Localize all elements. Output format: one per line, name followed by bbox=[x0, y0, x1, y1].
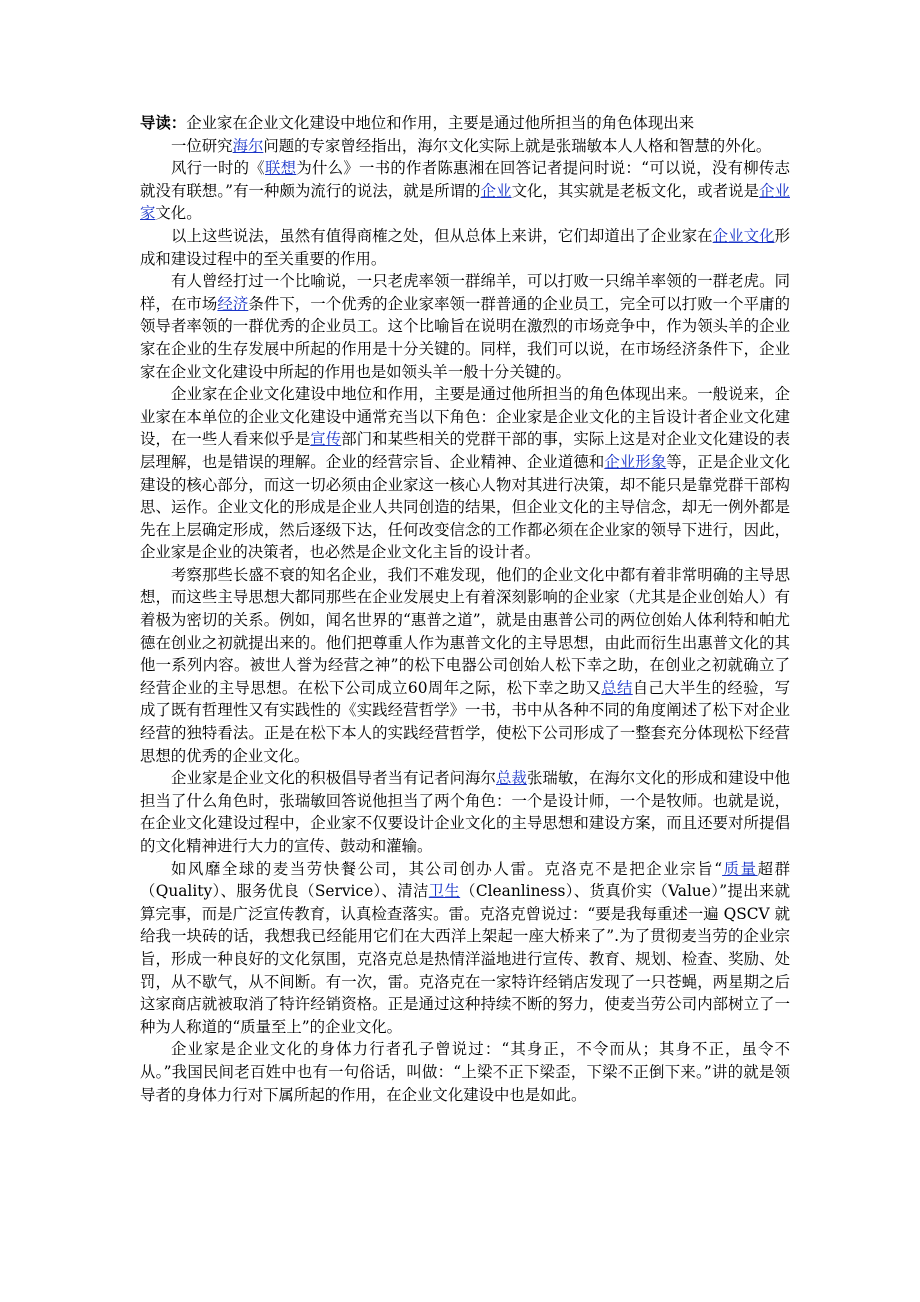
paragraph-text: 考察那些长盛不衰的知名企业，我们不难发现，他们的企业文化中都有着非常明确的主导思想，而这些主导思想大都同那些在企业发展史上有着深刻影响的企业家（尤其是企业创始人）有着极为密切的关系。例如，闻名世界的“惠普之道”，就是由惠普公司的两位创始人体利特和帕尤德在创业之初就提出来的。他们把尊重人作为惠普文化的主导思想，由此而衍生出惠普文化的其他一系列内容。被世人誉为经营之神”的松下电器公司创始人松下幸之助，在创业之初就确立了经营企业的主导思想。在松下公司成立60周年之际，松下幸之助又 bbox=[140, 565, 790, 697]
paragraph-8 bbox=[140, 858, 790, 1039]
paragraph-text: 风行一时的《 bbox=[171, 159, 266, 178]
keyword-link[interactable]: 企业 bbox=[480, 181, 512, 200]
paragraph-text: 如风靡全球的麦当劳快餐公司，其公司创办人雷。克洛克不是把企业宗旨“ bbox=[171, 859, 723, 878]
keyword-link[interactable]: 卫生 bbox=[428, 882, 461, 901]
paragraph-text: 等，正是企业文化建设的核心部分，而这一切必须由企业家这一核心人物对其进行决策，却不能只是靠党群干部构思、运作。企业文化的形成是企业人共同创造的结果，但企业文化的主导信念，却无一例外都是先在上层确定形成，然后逐级下达，任何改变信念的工作都必须在企业家的领导下进行，因此，企业家是企业的决策者，也必然是企业文化主旨的设计者。 bbox=[140, 452, 790, 562]
paragraph-text: 形成和建设过程中的至关重要的作用。 bbox=[140, 226, 790, 268]
keyword-link[interactable]: 总结 bbox=[601, 678, 633, 697]
keyword-link[interactable]: 联想 bbox=[265, 159, 297, 178]
keyword-link[interactable]: 企业家 bbox=[140, 181, 790, 223]
paragraph-2 bbox=[140, 157, 790, 225]
paragraph-1 bbox=[140, 135, 790, 158]
keyword-link[interactable]: 经济 bbox=[217, 294, 249, 313]
paragraph-list bbox=[140, 135, 790, 1107]
paragraph-text: 为什么》一书的作者陈惠湘在回答记者提问时说：“可以说，没有柳传志就没有联想。”有一种颇为流行的说法，就是所谓的 bbox=[140, 159, 790, 200]
paragraph-text: 部门和某些相关的党群干部的事，实际上这是对企业文化建设的表层理解，也是错误的理解。企业的经营宗旨、企业精神、企业道德和 bbox=[140, 430, 790, 471]
paragraph-text: 超群（Quality）、服务优良（Service）、清洁 bbox=[140, 859, 790, 901]
paragraph-text: 文化。 bbox=[155, 204, 202, 223]
paragraph-3 bbox=[140, 225, 790, 270]
paragraph-text: 文化，其实就是老板文化，或者说是 bbox=[511, 181, 760, 200]
paragraph-7 bbox=[140, 767, 790, 857]
keyword-link[interactable]: 宣传 bbox=[310, 430, 342, 449]
keyword-link[interactable]: 质量 bbox=[722, 859, 758, 878]
paragraph-text: 以上这些说法，虽然有值得商榷之处，但从总体上来讲，它们却道出了企业家在 bbox=[171, 226, 713, 245]
paragraph-text: 企业家是企业文化的身体力行者孔子曾说过：“其身正，不令而从；其身不正，虽令不从。”我国民间老百姓中也有一句俗话，叫做：“上梁不正下梁歪，下梁不正倒下来。”讲的就是领导者的身体力行对下属所起的作用，在企业文化建设中也是如此。 bbox=[140, 1040, 790, 1104]
paragraph-text: （Cleanliness）、货真价实（Value）”提出来就算完事，而是广泛宣传教育，认真检查落实。雷。克洛克曾说过：“要是我每重述一遍 QSCV 就给我一块砖的话，我想我已经能用它们在大西洋上架起一座大桥来了”.为了贯彻麦当劳的企业宗旨，形成一种良好的文化氛围，克洛克总是热情洋溢地进行宣传、教育、规划、检查、奖励、处罚，从不歇气，从不间断。有一次，雷。克洛克在一家特许经销店发现了一只苍蝇，两星期之后这家商店就被取消了特许经销资格。正是通过这种持续不断的努力，使麦当劳公司内部树立了一种为人称道的“质量至上”的企业文化。 bbox=[140, 882, 790, 1036]
paragraph-text: 企业家在企业文化建设中地位和作用，主要是通过他所担当的角色体现出来。一般说来，企业家在本单位的企业文化建设中通常充当以下角色：企业家是企业文化的主旨设计者企业文化建设，在一些人看来似乎是 bbox=[140, 385, 790, 449]
lead-text: 企业家在企业文化建设中地位和作用，主要是通过他所担当的角色体现出来 bbox=[186, 114, 695, 132]
keyword-link[interactable]: 总裁 bbox=[496, 769, 527, 788]
paragraph-text: 条件下，一个优秀的企业家率领一群普通的企业员工，完全可以打败一个平庸的领导者率领的一群优秀的企业员工。这个比喻旨在说明在激烈的市场竞争中，作为领头羊的企业家在企业的生存发展中所起的作用是十分关键的。同样，我们可以说，在市场经济条件下，企业家在企业文化建设中所起的作用也是如领头羊一般十分关键的。 bbox=[140, 294, 790, 381]
paragraph-5 bbox=[140, 383, 790, 564]
paragraph-4 bbox=[140, 270, 790, 383]
lead-line bbox=[140, 112, 790, 135]
keyword-link[interactable]: 海尔 bbox=[232, 136, 264, 155]
paragraph-text: 有人曾经打过一个比喻说，一只老虎率领一群绵羊，可以打败一只绵羊率领的一群老虎。同样，在市场 bbox=[140, 272, 790, 313]
paragraph-text: 张瑞敏，在海尔文化的形成和建设中他担当了什么角色时，张瑞敏回答说他担当了两个角色：一个是设计师，一个是牧师。也就是说，在企业文化建设过程中，企业家不仅要设计企业文化的主导思想和建设方案，而且还要对所提倡的文化精神进行大力的宣传、鼓动和灌输。 bbox=[140, 769, 790, 855]
paragraph-text: 问题的专家曾经指出，海尔文化实际上就是张瑞敏本人人格和智慧的外化。 bbox=[263, 136, 772, 155]
paragraph-text: 自己大半生的经验，写成了既有哲理性又有实践性的《实践经营哲学》一书，书中从各种不同的角度阐述了松下对企业经营的独特看法。正是在松下本人的实践经营哲学，使松下公司形成了一整套充分体现松下经营思想的优秀的企业文化。 bbox=[140, 678, 790, 765]
paragraph-9 bbox=[140, 1038, 790, 1106]
keyword-link[interactable]: 企业形象 bbox=[604, 452, 667, 471]
keyword-link[interactable]: 企业文化 bbox=[712, 226, 775, 245]
document-body bbox=[140, 112, 790, 1106]
paragraph-6 bbox=[140, 564, 790, 767]
paragraph-text: 一位研究 bbox=[171, 136, 233, 155]
paragraph-text: 企业家是企业文化的积极倡导者当有记者问海尔 bbox=[171, 769, 496, 788]
lead-label: 导读： bbox=[140, 114, 187, 132]
